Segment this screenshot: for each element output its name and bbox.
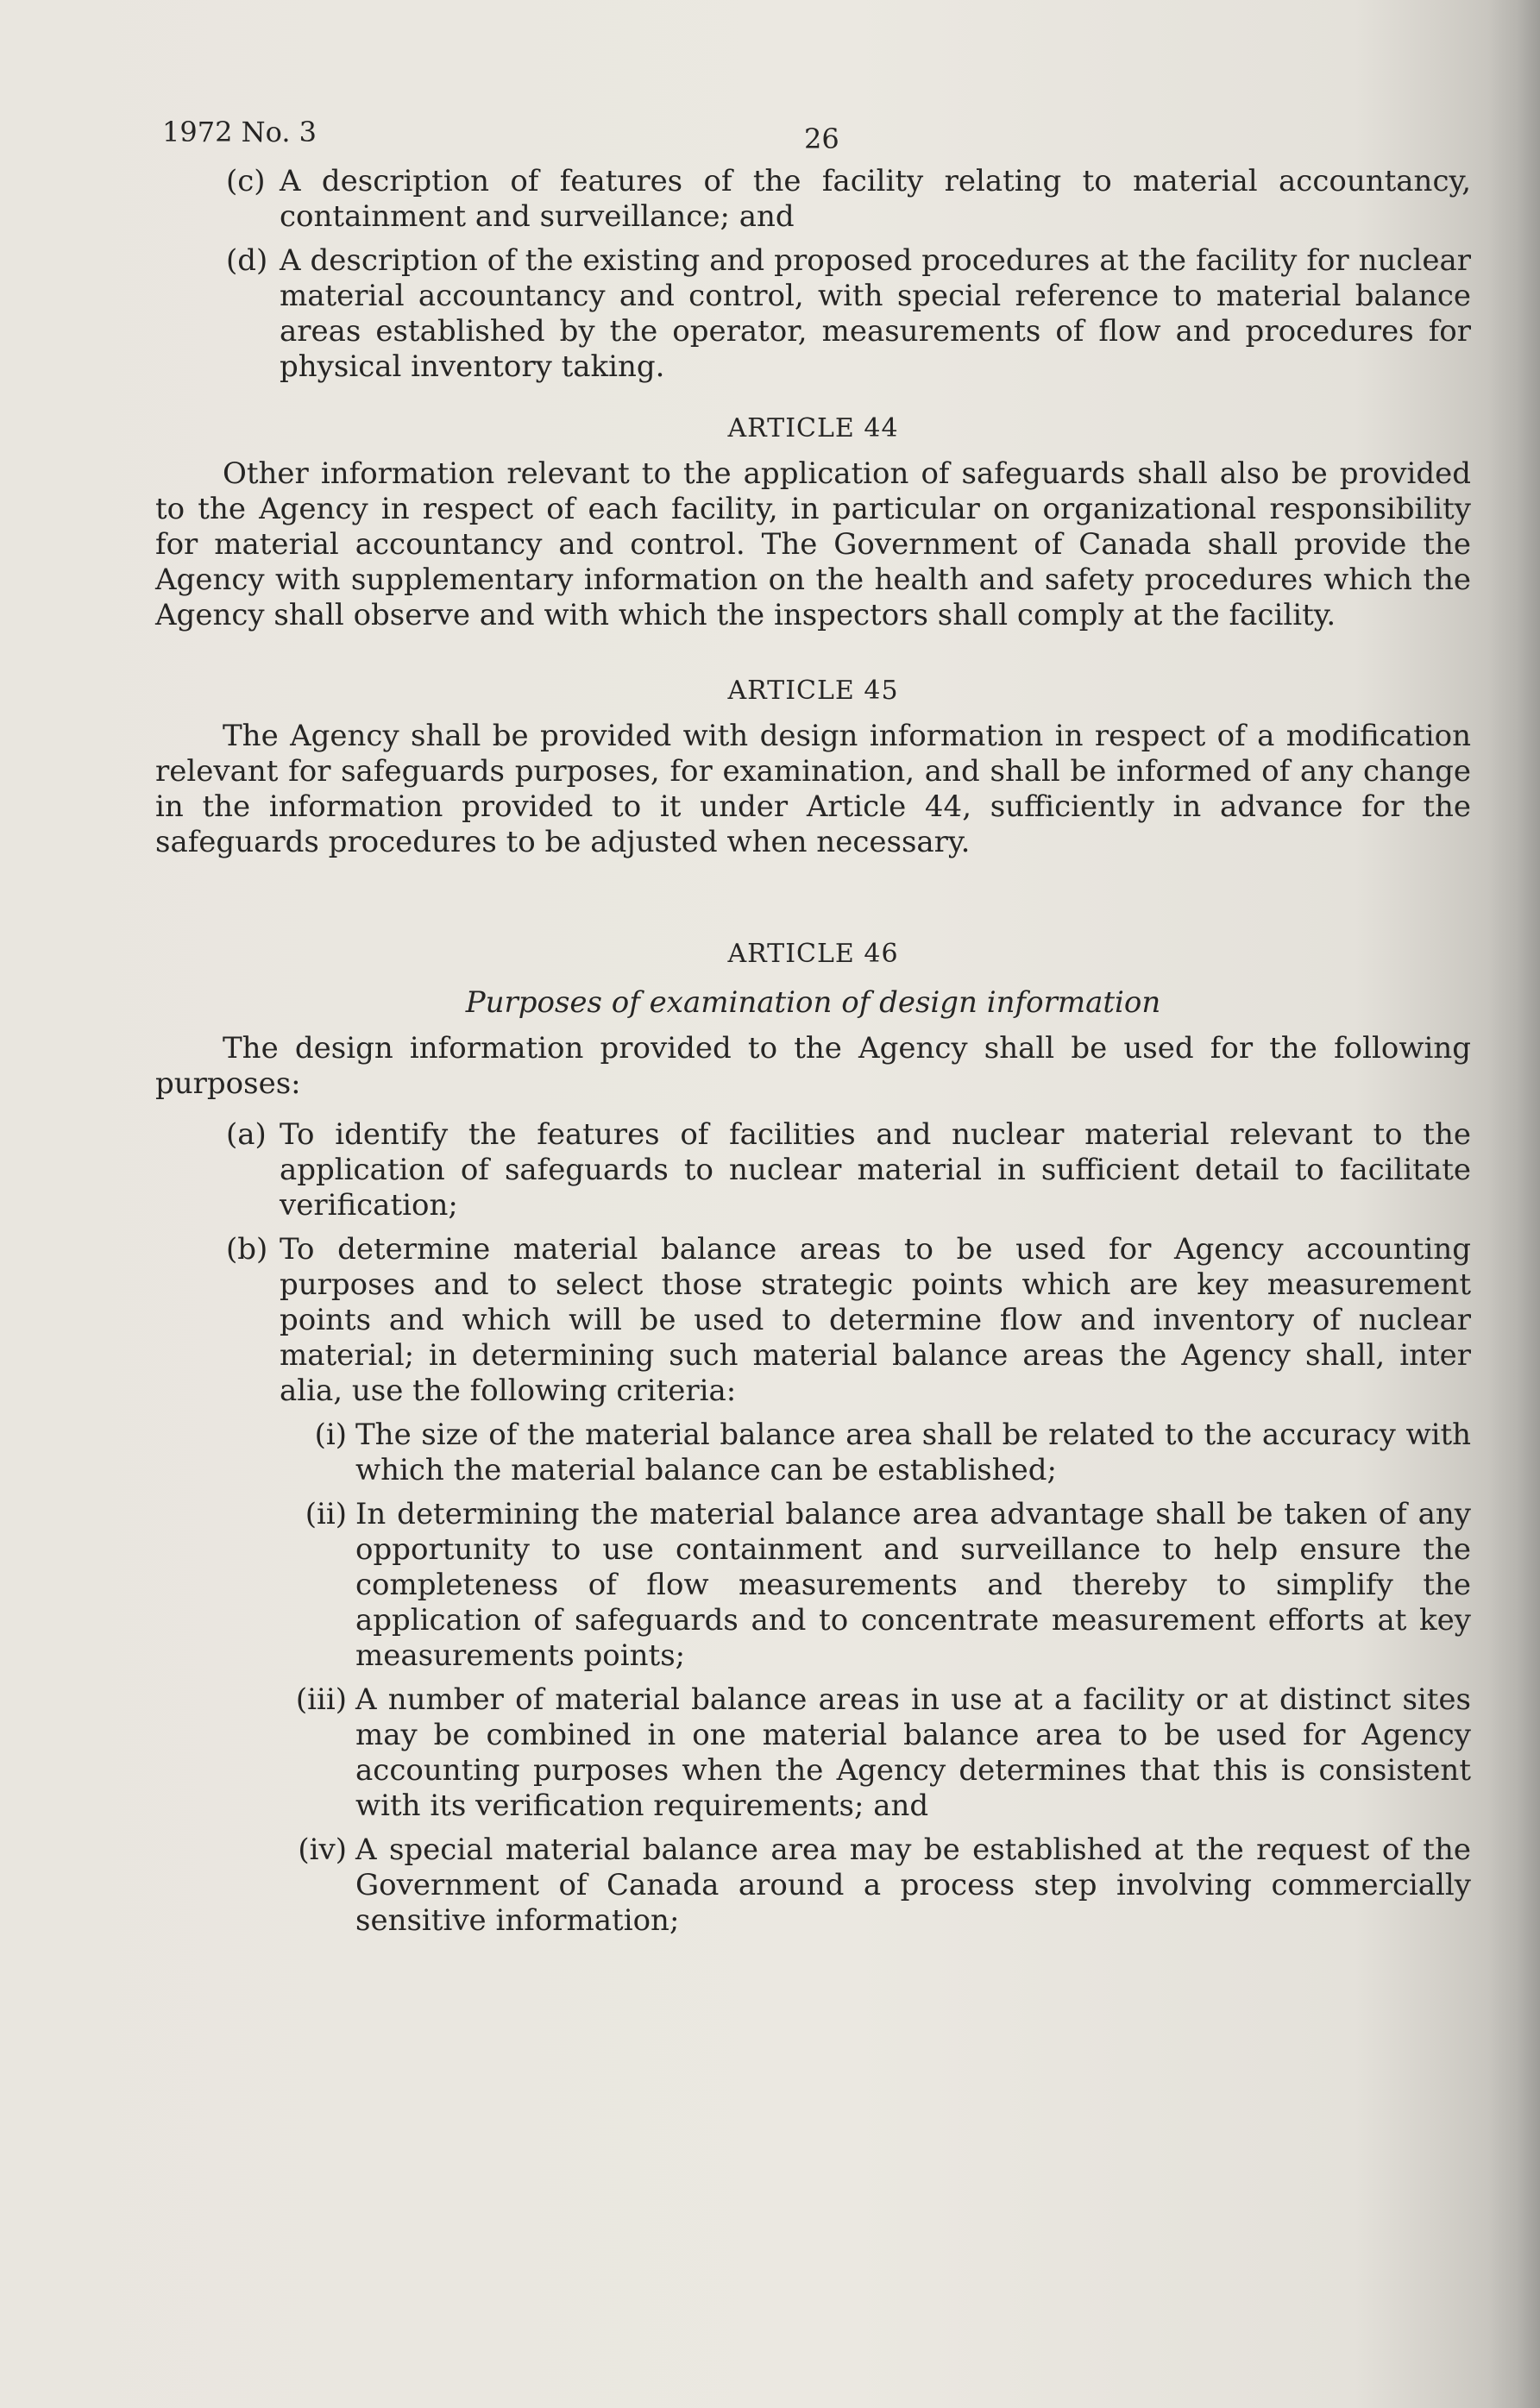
subitem-text: The size of the material balance area shall be related to the accuracy with which the material balance can be established;	[355, 1418, 1471, 1487]
article-45-heading: ARTICLE 45	[727, 676, 899, 706]
item-label: (b)	[226, 1232, 268, 1267]
subitem-label: (ii)	[305, 1497, 347, 1531]
list-subitem-ii	[276, 1497, 1471, 1674]
list-subitem-i	[276, 1418, 1471, 1488]
page-header	[155, 110, 1471, 164]
article-44-heading: ARTICLE 44	[727, 413, 899, 443]
list-item-b	[226, 1232, 1471, 1409]
subitem-text: A special material balance area may be established at the request of the Government of Canada around a process step involving commercially sensitive information;	[355, 1833, 1471, 1938]
item-text: To identify the features of facilities and nuclear material relevant to the application of safeguards to nuclear material in sufficient detail to facilitate verification;	[280, 1117, 1471, 1223]
subitem-text: A number of material balance areas in use at a facility or at distinct sites may be combined in one material balance area to be used for Agency accounting purposes when the Agency determines that this is consistent with its verification requirements; and	[355, 1682, 1471, 1823]
article-46-subheading: Purposes of examination of design information	[465, 985, 1161, 1020]
article-46-heading: ARTICLE 46	[727, 939, 899, 969]
page-number: 26	[804, 123, 839, 155]
item-text: To determine material balance areas to be used for Agency accounting purposes and to select those strategic points which are key measurement points and which will be used to determine flow and inventory of nuclear material; in determining such material balance areas the Agency shall, inter alia, use the following criteria:	[280, 1232, 1471, 1408]
book-spine-shadow	[1488, 0, 1540, 2408]
subitem-label: (iv)	[298, 1833, 347, 1867]
item-text: A description of the existing and proposed procedures at the facility for nuclear material accountancy and control, with special reference to material balance areas established by the operator, measurements of flow and procedures for physical inventory taking.	[280, 243, 1471, 384]
list-subitem-iv	[276, 1833, 1471, 1939]
article-46-intro: The design information provided to the Agency shall be used for the following purposes:	[155, 1031, 1471, 1101]
subitem-label: (iii)	[295, 1682, 347, 1717]
list-item-c	[226, 164, 1471, 235]
page-content	[155, 110, 1471, 1947]
item-label: (a)	[226, 1117, 267, 1152]
article-45-text: The Agency shall be provided with design information in respect of a modification relevant for safeguards purposes, for examination, and shall be informed of any change in the information provided to it under Article 44, sufficiently in advance for the safeguards procedures to be adjusted when necessary.	[155, 719, 1471, 859]
subitem-label: (i)	[314, 1418, 347, 1452]
item-text: A description of features of the facility relating to material accountancy, containment and surveillance; and	[280, 164, 1471, 234]
statute-reference: 1972 No. 3	[162, 116, 317, 148]
article-44-text: Other information relevant to the application of safeguards shall also be provided to the Agency in respect of each facility, in particular on organizational responsibility for material accountancy and control. The Government of Canada shall provide the Agency with supplementary information on the health and safety procedures which the Agency shall observe and with which the inspectors shall comply at the facility.	[155, 456, 1471, 632]
list-subitem-iii	[276, 1682, 1471, 1824]
subitem-text: In determining the material balance area advantage shall be taken of any opportunity to use containment and surveillance to help ensure the completeness of flow measurements and thereby to simplify the application of safeguards and to concentrate measurement efforts at key measurements points;	[355, 1497, 1471, 1673]
list-item-a	[226, 1117, 1471, 1223]
document-body	[155, 164, 1471, 1939]
item-label: (d)	[226, 243, 268, 278]
item-label: (c)	[226, 164, 266, 198]
list-item-d	[226, 243, 1471, 385]
